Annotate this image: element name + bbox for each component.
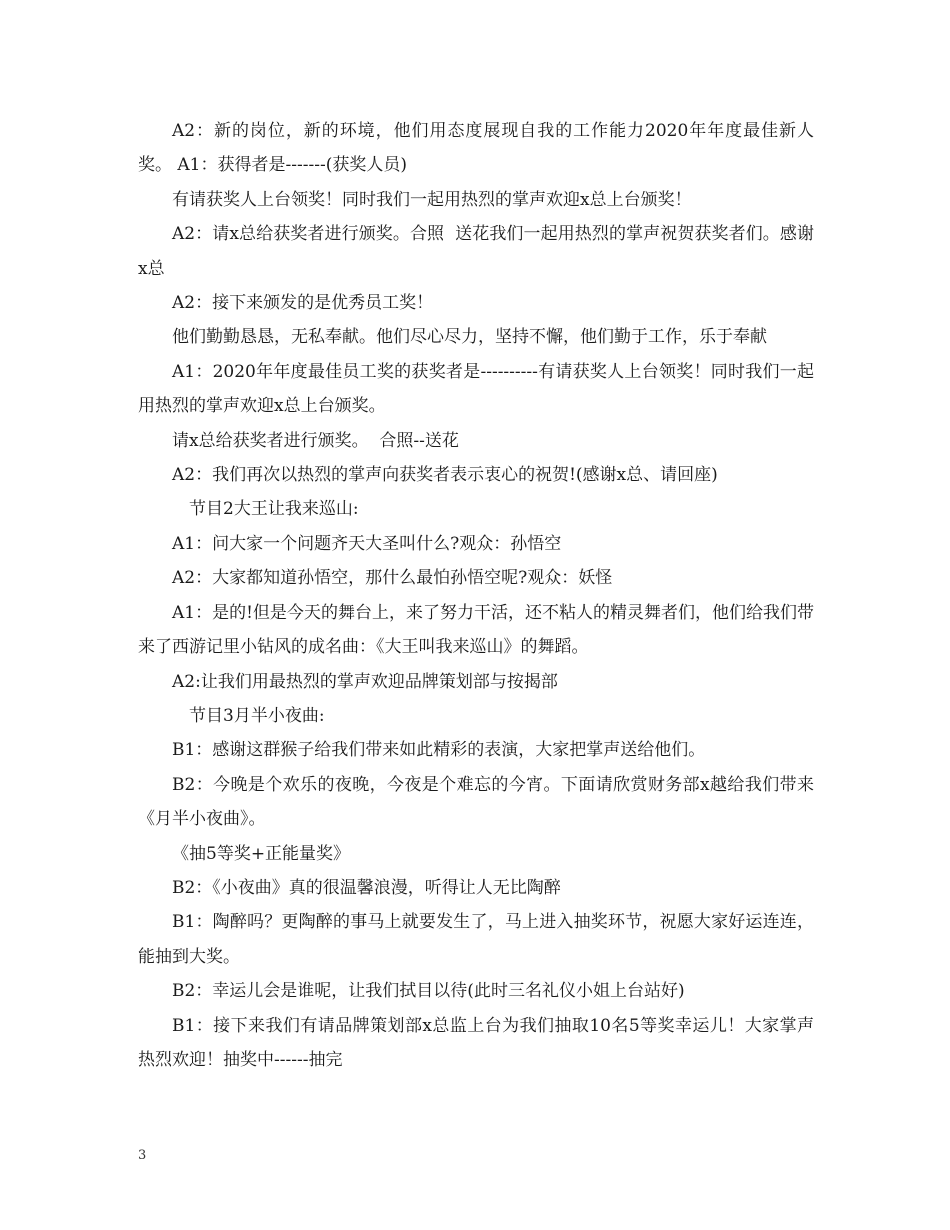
lottery-heading: 《抽5等奖+正能量奖》	[172, 843, 351, 864]
paragraph-21: B1：接下来我们有请品牌策划部x总监上台为我们抽取10名5等奖幸运儿！大家掌声热烈欢迎！抽奖中------抽完	[138, 1015, 814, 1070]
program-heading-2: 节目2大王让我来巡山:	[189, 499, 359, 520]
paragraph-10: A1：问大家一个问题齐天大圣叫什么?观众：孙悟空	[172, 533, 562, 554]
paragraph-6: A1：2020年年度最佳员工奖的获奖者是----------有请获奖人上台领奖！同时我们一起用热烈的掌声欢迎x总上台颁奖。	[138, 361, 814, 417]
paragraph-7: 请x总给获奖者进行颁奖。 合照--送花	[172, 430, 459, 451]
paragraph-18: B2：《小夜曲》真的很温馨浪漫，听得让人无比陶醉	[172, 877, 561, 898]
document-body	[138, 114, 814, 1077]
paragraph-12: A1：是的!但是今天的舞台上，来了努力干活，还不粘人的精灵舞者们，他们给我们带来了西游记里小钻风的成名曲：《大王叫我来巡山》的舞蹈。	[138, 602, 814, 658]
paragraph-11: A2：大家都知道孙悟空，那什么最怕孙悟空呢?观众：妖怪	[172, 568, 613, 589]
paragraph-20: B2：幸运儿会是谁呢，让我们拭目以待(此时三名礼仪小姐上台站好)	[172, 981, 685, 1002]
paragraph-16: B2：今晚是个欢乐的夜晚，今夜是个难忘的今宵。下面请欣赏财务部x越给我们带来《月半小夜曲》。	[138, 774, 814, 830]
paragraph-2: 有请获奖人上台领奖！同时我们一起用热烈的掌声欢迎x总上台颁奖！	[172, 189, 692, 210]
paragraph-5: 他们勤勤恳恳，无私奉献。他们尽心尽力，坚持不懈，他们勤于工作，乐于奉献	[172, 327, 767, 348]
paragraph-8: A2：我们再次以热烈的掌声向获奖者表示衷心的祝贺!(感谢x总、请回座)	[172, 465, 718, 486]
program-heading-3: 节目3月半小夜曲:	[189, 705, 325, 726]
paragraph-4: A2：接下来颁发的是优秀员工奖！	[172, 293, 434, 314]
paragraph-13: A2:让我们用最热烈的掌声欢迎品牌策划部与按揭部	[172, 671, 558, 692]
paragraph-15: B1：感谢这群猴子给我们带来如此精彩的表演，大家把掌声送给他们。	[172, 740, 706, 761]
paragraph-19: B1：陶醉吗？更陶醉的事马上就要发生了，马上进入抽奖环节，祝愿大家好运连连，能抽到大奖。	[138, 912, 814, 967]
paragraph-3: A2：请x总给获奖者进行颁奖。合照 送花我们一起用热烈的掌声祝贺获奖者们。感谢x总	[138, 224, 814, 279]
page-number: 3	[138, 1148, 147, 1163]
paragraph-1: A2：新的岗位，新的环境，他们用态度展现自我的工作能力2020年年度最佳新人奖。 A1：获得者是-------(获奖人员)	[138, 121, 814, 176]
